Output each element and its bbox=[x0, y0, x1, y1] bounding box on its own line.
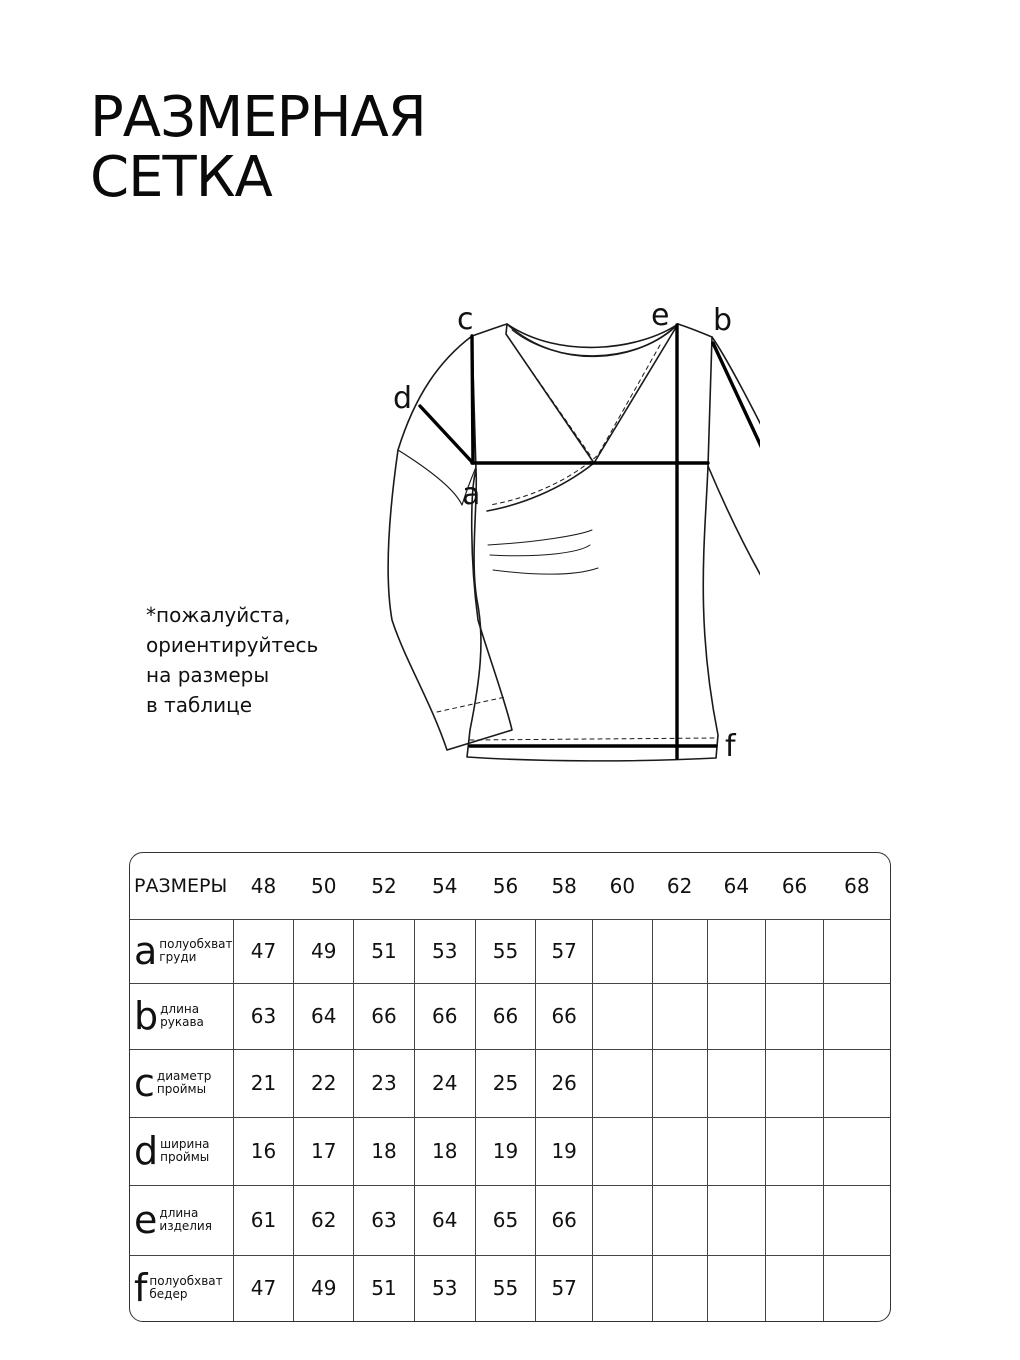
measurement-value-cell bbox=[707, 983, 765, 1049]
measurement-value-cell bbox=[593, 1255, 652, 1321]
diagram-label-b: b bbox=[713, 303, 733, 338]
measurement-value-cell: 26 bbox=[536, 1049, 593, 1117]
measurement-value-cell: 49 bbox=[294, 1255, 354, 1321]
size-header-cell: 50 bbox=[294, 853, 354, 919]
measurement-value-cell bbox=[765, 1255, 823, 1321]
size-header-cell: 62 bbox=[652, 853, 707, 919]
measurement-value-cell bbox=[765, 1185, 823, 1255]
measurement-value-cell: 57 bbox=[536, 1255, 593, 1321]
size-header-cell: 54 bbox=[414, 853, 475, 919]
measurement-value-cell: 51 bbox=[354, 919, 414, 983]
measurement-value-cell: 16 bbox=[233, 1117, 293, 1185]
measurement-row bbox=[130, 919, 890, 983]
measure-line-c bbox=[472, 336, 473, 463]
measurement-value-cell bbox=[707, 1185, 765, 1255]
measurement-value-cell bbox=[707, 919, 765, 983]
measurement-row bbox=[130, 1185, 890, 1255]
measurement-value-cell: 66 bbox=[354, 983, 414, 1049]
measurement-value-cell bbox=[765, 983, 823, 1049]
measurement-value-cell bbox=[593, 1185, 652, 1255]
sizes-header-label: РАЗМЕРЫ bbox=[130, 853, 233, 919]
measurement-letter: c bbox=[134, 1061, 155, 1105]
measurement-value-cell bbox=[707, 1255, 765, 1321]
measurement-desc-line-2: проймы bbox=[156, 1082, 207, 1096]
measurement-value-cell: 18 bbox=[414, 1117, 475, 1185]
measurement-value-cell bbox=[707, 1049, 765, 1117]
note-line-3: на размеры bbox=[146, 663, 270, 687]
measurement-value-cell: 55 bbox=[475, 919, 535, 983]
measurement-value-cell: 24 bbox=[414, 1049, 475, 1117]
measurement-value-cell: 55 bbox=[475, 1255, 535, 1321]
measure-line-b bbox=[713, 343, 760, 728]
size-header-cell: 56 bbox=[475, 853, 535, 919]
size-header-cell: 58 bbox=[536, 853, 593, 919]
measurement-value-cell bbox=[652, 1255, 707, 1321]
measurement-letter: a bbox=[134, 929, 158, 973]
measurement-description bbox=[160, 1138, 209, 1164]
measurement-value-cell: 66 bbox=[536, 983, 593, 1049]
measurement-value-cell: 57 bbox=[536, 919, 593, 983]
diagram-label-d: d bbox=[393, 381, 413, 416]
size-note bbox=[146, 600, 318, 720]
measurement-value-cell bbox=[593, 1117, 652, 1185]
measurement-value-cell: 22 bbox=[294, 1049, 354, 1117]
measurement-value-cell bbox=[824, 1117, 890, 1185]
garment-wrap-right bbox=[594, 324, 678, 463]
measurement-value-cell: 65 bbox=[475, 1185, 535, 1255]
measurement-value-cell: 62 bbox=[294, 1185, 354, 1255]
measurement-row-label bbox=[130, 1255, 233, 1321]
measurement-value-cell bbox=[765, 1049, 823, 1117]
measurement-value-cell: 19 bbox=[536, 1117, 593, 1185]
measurement-desc-line-1: диаметр bbox=[156, 1069, 212, 1083]
measurement-desc-line-1: длина bbox=[160, 1002, 200, 1016]
measurement-value-cell bbox=[824, 1049, 890, 1117]
measurement-row bbox=[130, 1049, 890, 1117]
size-table bbox=[129, 852, 891, 1322]
garment-right-sleeve bbox=[708, 337, 760, 745]
measurement-value-cell bbox=[593, 1049, 652, 1117]
measurement-value-cell: 66 bbox=[414, 983, 475, 1049]
measurement-letter: e bbox=[134, 1198, 158, 1242]
measurement-value-cell: 66 bbox=[475, 983, 535, 1049]
measurement-row-label bbox=[130, 1185, 233, 1255]
size-header-row bbox=[130, 853, 890, 919]
measurement-value-cell: 18 bbox=[354, 1117, 414, 1185]
measurement-value-cell bbox=[824, 983, 890, 1049]
measurement-value-cell bbox=[652, 1049, 707, 1117]
measurement-value-cell: 61 bbox=[233, 1185, 293, 1255]
measurement-value-cell bbox=[765, 1117, 823, 1185]
measurement-value-cell: 53 bbox=[414, 1255, 475, 1321]
measurement-desc-line-2: изделия bbox=[159, 1219, 212, 1233]
diagram-label-e: e bbox=[651, 298, 670, 333]
garment-wrap-dash-2 bbox=[490, 345, 660, 505]
measurement-letter: f bbox=[134, 1266, 148, 1311]
measurement-value-cell: 66 bbox=[536, 1185, 593, 1255]
size-header-cell: 52 bbox=[354, 853, 414, 919]
measurement-value-cell: 64 bbox=[294, 983, 354, 1049]
size-header-cell: 68 bbox=[824, 853, 890, 919]
measurement-desc-line-2: рукава bbox=[160, 1015, 204, 1029]
measurement-description bbox=[157, 1070, 212, 1096]
measurement-value-cell bbox=[593, 983, 652, 1049]
measurement-value-cell bbox=[652, 919, 707, 983]
measurement-value-cell: 19 bbox=[475, 1117, 535, 1185]
size-header-cell: 60 bbox=[593, 853, 652, 919]
measurement-letter: d bbox=[134, 1129, 159, 1173]
measurement-value-cell bbox=[824, 919, 890, 983]
measurement-value-cell: 47 bbox=[233, 919, 293, 983]
note-line-4: в таблице bbox=[146, 693, 253, 717]
page-title bbox=[90, 85, 426, 210]
title-line-1: РАЗМЕРНАЯ bbox=[90, 85, 426, 150]
measurement-row-label bbox=[130, 919, 233, 983]
measurement-value-cell bbox=[652, 983, 707, 1049]
measurement-letter: b bbox=[134, 994, 159, 1038]
measurement-value-cell bbox=[652, 1117, 707, 1185]
size-header-cell: 66 bbox=[765, 853, 823, 919]
measurement-row bbox=[130, 1117, 890, 1185]
title-line-2: СЕТКА bbox=[90, 145, 272, 210]
garment-body-outline bbox=[467, 324, 718, 761]
measurement-value-cell: 51 bbox=[354, 1255, 414, 1321]
garment-gather-2 bbox=[490, 545, 590, 556]
measurement-row bbox=[130, 1255, 890, 1321]
measurement-value-cell: 47 bbox=[233, 1255, 293, 1321]
measurement-row-label bbox=[130, 983, 233, 1049]
measurement-desc-line-2: груди bbox=[159, 950, 197, 964]
garment-gather-3 bbox=[493, 568, 598, 574]
measurement-value-cell bbox=[593, 919, 652, 983]
size-header-cell: 64 bbox=[707, 853, 765, 919]
garment-left-cuff bbox=[437, 697, 505, 712]
note-line-1: *пожалуйста, bbox=[146, 603, 291, 627]
diagram-label-c: c bbox=[457, 302, 474, 337]
diagram-label-f: f bbox=[725, 729, 736, 764]
measurement-description bbox=[159, 938, 232, 964]
measurement-description bbox=[160, 1003, 204, 1029]
measurement-value-cell: 63 bbox=[233, 983, 293, 1049]
measurement-value-cell: 17 bbox=[294, 1117, 354, 1185]
measure-line-d bbox=[420, 406, 472, 462]
measurement-desc-line-1: полуобхват bbox=[149, 1274, 223, 1289]
measurement-value-cell: 23 bbox=[354, 1049, 414, 1117]
measurement-value-cell bbox=[707, 1117, 765, 1185]
measurement-desc-line-1: длина bbox=[159, 1206, 199, 1220]
garment-wrap-overlap bbox=[487, 463, 594, 511]
garment-hem-dash bbox=[470, 738, 716, 740]
measurement-desc-line-1: полуобхват bbox=[159, 937, 233, 951]
measurement-desc-line-2: проймы bbox=[160, 1150, 210, 1164]
measurement-desc-line-1: ширина bbox=[160, 1137, 210, 1151]
size-header-cell: 48 bbox=[233, 853, 293, 919]
garment-sketch bbox=[380, 290, 760, 780]
measurement-value-cell bbox=[765, 919, 823, 983]
measurement-value-cell: 64 bbox=[414, 1185, 475, 1255]
measurement-row bbox=[130, 983, 890, 1049]
measurement-row-label bbox=[130, 1049, 233, 1117]
measurement-value-cell: 63 bbox=[354, 1185, 414, 1255]
measurement-value-cell: 53 bbox=[414, 919, 475, 983]
measurement-value-cell: 21 bbox=[233, 1049, 293, 1117]
measurement-desc-line-2: бедер bbox=[149, 1287, 188, 1302]
diagram-label-a: a bbox=[462, 477, 481, 512]
measurement-description bbox=[149, 1275, 222, 1301]
measurement-description bbox=[159, 1207, 212, 1233]
measurement-value-cell bbox=[824, 1255, 890, 1321]
garment-gather-1 bbox=[488, 530, 592, 545]
measurement-value-cell bbox=[824, 1185, 890, 1255]
measurement-row-label bbox=[130, 1117, 233, 1185]
note-line-2: ориентируйтесь bbox=[146, 633, 319, 657]
measurement-value-cell: 25 bbox=[475, 1049, 535, 1117]
measurement-value-cell bbox=[652, 1185, 707, 1255]
measurement-value-cell: 49 bbox=[294, 919, 354, 983]
